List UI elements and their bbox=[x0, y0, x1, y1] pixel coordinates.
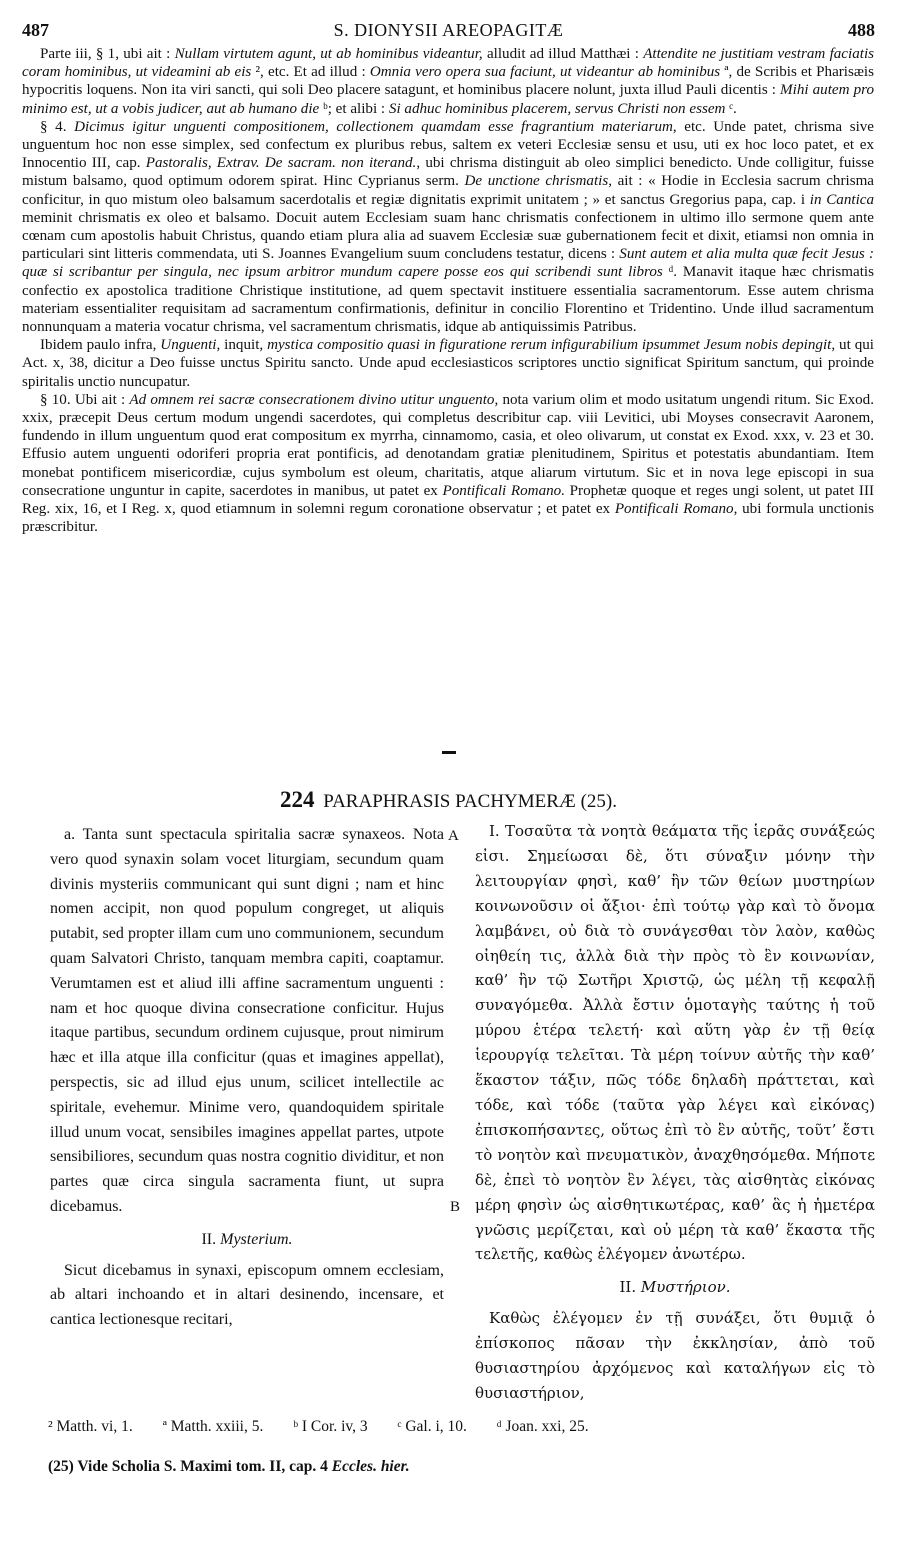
greek-paragraph-1: I. Τοσαῦτα τὰ νοητὰ θεάματα τῆς ἱερᾶς συνάξεώς εἰσι. Σημείωσαι δὲ, ὅτι σύναξιν μόνην τὴν λειτουργίαν φησὶ, καθ’ ἣν τῶν θείων μυστηρίων κοινωνοῦσιν οἱ ἄξιοι· ἐπὶ τούτῳ γὰρ καὶ τὸ ὄνομα λαμβάνει, οὐ διὰ τὸ συνάγεσθαι τὸν λαὸν, καθὼς οἰηθείη τις, ἀλλὰ διὰ τὴν πρὸς τὸ ἓν κοινωνίαν, καθ’ ἣν τῷ Σωτῆρι Χριστῷ, ὡς μέλη τῇ κεφαλῇ συναγόμεθα. Ἀλλὰ ἔστιν ὁμοταγὴς ταύτης ἡ τοῦ μύρου ἑτέρα τελετή· καὶ αὕτη γὰρ ἐν τῇ θείᾳ ἱερουργίᾳ τελεῖται. Τὰ μέρη τοίνυν αὐτῆς τὴν καθ’ ἕκαστον τάξιν, πῶς τόδε δηλαδὴ πράττεται, καὶ τόδε, καὶ τόδε (ταῦτα γὰρ λέγει καὶ εἰκόνας) ἐπισκοπήσαντες, οὕτως ἐπὶ τὸ ἓν αὐτῆς, τοῦτ’ ἔστι τὸ νοητὸν καὶ πνευματικὸν, ἀναχθησόμεθα. Μήποτε δὲ, ἐπεὶ τὸ νοητὸν ἓν λέγει, τὰς αἰσθητὰς εἰκόνας μέρη φησὶν ὡς αἰσθητικωτέρας, καθ’ ἃς ἡ ἡμετέρα γνῶσις μερίζεται, καὶ οὐ μέρη τὰ καθ’ ἕκαστα τῆς τελετῆς, καθὼς ἐλέγομεν ἀνωτέρω. bbox=[475, 822, 875, 1264]
text-run: alludit ad illud Matthæi : bbox=[482, 46, 644, 62]
separator-dash bbox=[442, 751, 456, 754]
commentary-paragraph bbox=[22, 118, 874, 336]
page-number-left: 487 bbox=[22, 20, 49, 40]
note-25 bbox=[48, 1458, 868, 1476]
footnote-references bbox=[48, 1418, 868, 1436]
section-heading bbox=[0, 787, 897, 813]
text-run: , ubi chrisma distinguit ab oleo simplici benedicto. Unde colligitur, fuisse mistum balsamo, quod optimum odorem spirat. Hinc Cyprianus serm. bbox=[22, 155, 875, 190]
footnote: ᶜ Gal. i, 10. bbox=[397, 1418, 467, 1435]
italic-run: Ad omnem rei sacræ consecrationem divino utitur unguento bbox=[129, 391, 495, 408]
footnote: ª Matth. xxiii, 5. bbox=[162, 1418, 264, 1435]
text-run: ᵇ; et alibi : bbox=[319, 100, 389, 117]
running-header bbox=[22, 20, 875, 44]
margin-mark-b: B bbox=[450, 1199, 461, 1215]
text-run: , ait : « Hodie in Ecclesia sacrum chrisma conficitur, in quo mistum oleo balsamum sacerdotalis et regiæ dignitatis exprimit unitatem ; » et sanctus Gregorius papa, cap. i bbox=[22, 173, 875, 208]
section-title: PARAPHRASIS PACHYMERÆ (25). bbox=[323, 791, 617, 812]
note-25-italic: Eccles. hier. bbox=[331, 1458, 410, 1475]
text-run: ², etc. Et ad illud : bbox=[251, 64, 370, 81]
latin-subheading-number: II. bbox=[201, 1230, 217, 1248]
italic-run: Pontificali Romano. bbox=[442, 482, 565, 499]
latin-subheading bbox=[50, 1228, 444, 1253]
latin-paragraph-1: a. Tanta sunt spectacula spiritalia sacræ synaxeos. Nota vero quod synaxin solam vocet liturgiam, secundum quam divinis mysteriis communicant qui sunt digni ; nam et hinc nomen accipit, non quod populum congreget, ut aliquis putabit, sed propter illam cum uno communionem, secundum quam Salvatori Christo, tanquam membra capiti, coaptamur. Verumtamen est et aliud illi affine sacramentum unguenti : nam et hoc quoque divina consecratione conficitur. Hujus itaque partibus, secundum ordinem cujusque, prout nimirum hæc et illa atque illa conficitur (quas et imagines appellat), perspectis, sic ad illud ejus unum, scilicet intellectile ac spiritale, evehemur. Minime vero, quandoquidem spiritale illud unum vocat, sensibiles imagines appellat partes, utpote sensibiliores, secundum quas nostra cognitio dividitur, et non partes quæ circa singula sacramenta fiunt, ut supra dicebamus. bbox=[50, 826, 444, 1215]
greek-subheading-number: II. bbox=[619, 1278, 637, 1297]
text-run: ᶜ. bbox=[725, 100, 737, 117]
text-run: , etc. Unde patet, chrisma sive unguentum hoc non esse simplex, sed confectum ex pluribus rebus, saltem ex veteri Ecclesiæ sensu et usu, uti ex hoc loco patet, et ex Innocentio III, cap. bbox=[22, 118, 875, 172]
footnote: ᵇ I Cor. iv, 3 bbox=[293, 1418, 368, 1435]
running-title: S. DIONYSII AREOPAGITÆ bbox=[333, 20, 564, 40]
section-number: 224 bbox=[280, 787, 315, 812]
commentary-paragraph bbox=[22, 391, 874, 537]
italic-run: in Cantica bbox=[809, 191, 875, 208]
text-run: meminit chrismatis ex oleo et balsamo. Docuit autem Ecclesiam suam hanc chrismatis confectionem in ultimo illo sermone quem ante cœnam cum apostolis habuit Christus, quando etiam plura alia ad suavem Ecclesiæ suæ gubernationem fecit et dixit, etiamsi non omnia in particulari sint litteris commendata, uti S. Joannes Evangelium suum concludens testatur, dicens : bbox=[22, 209, 874, 263]
latin-paragraph-2: Sicut dicebamus in synaxi, episcopum omnem ecclesiam, ab altari inchoando et in altari desinendo, incensare, et cantica lectionesque recitari, bbox=[50, 1261, 444, 1329]
note-25-text: (25) Vide Scholia S. Maximi tom. II, cap. 4 bbox=[48, 1458, 332, 1475]
latin-column bbox=[50, 823, 444, 1333]
text-run: Ibidem paulo infra, bbox=[40, 337, 161, 354]
page-number-right: 488 bbox=[848, 20, 875, 40]
latin-subheading-title: Mysterium. bbox=[220, 1230, 293, 1248]
commentary-paragraph bbox=[22, 336, 874, 391]
commentary-paragraph bbox=[22, 45, 874, 118]
italic-run: Unguenti bbox=[160, 337, 217, 354]
italic-run: Pontificali Romano bbox=[614, 501, 734, 518]
italic-run: mystica compositio quasi in figuratione rerum infigurabilium ipsummet Jesum nobis depingit bbox=[267, 337, 832, 354]
text-run: ᵈ. Manavit itaque hæc chrismatis confectio ex apostolica traditione Christique institutione, ad quem spectavit instituere essentialia sacramentorum. Esse autem chrisma materiam essentialiter requisitam ad sacramentum confirmationis, definitur in concilio Florentino et Tridentino. Unde illud sacramentum nonnunquam a materia vocatur chrisma, vel sacramentum chrismatis, idque ab antiquissimis Patribus. bbox=[22, 264, 874, 336]
italic-run: Dicimus igitur unguenti compositionem, collectionem quamdam esse fragrantium materiarum bbox=[74, 118, 673, 135]
italic-run: Sunt autem et alia multa quæ fecit Jesus : quæ si scribantur per singula, nec ipsum arbitror mundum capere posse eos qui scribendi sunt libros bbox=[22, 246, 874, 281]
italic-run: Nullam virtutem agunt, ut ab hominibus videantur, bbox=[174, 46, 483, 62]
text-run: , nota varium olim et modo usitatum ungendi ritum. Sic Exod. xxix, præcepit Deus certum modum ungendi sacerdotes, qui completus describitur cap. viii Levitici, ubi Moyses consecravit Aaronem, fundendo in illum unguentum quod erat compositum ex myrrha, cinnamomo, casia, et oleo olivarum, ut constat ex Exod. xxx, v. 23 et 30. Effusio autem unguenti odoriferi propria erat pontificis, ad denotandam gratiæ plenitudinem, Spiritus et potestatis abundantiam. Item monebat pontificem misericordiæ, cujus symbolum est oleum, charitatis, atque aliarum virtutum. Sic et in nova lege episcopi in sua consecratione unguntur in capite, sacerdotes in manibus, ut patet ex bbox=[22, 391, 875, 499]
italic-run: Pastoralis, Extrav. De sacram. non iterand. bbox=[145, 155, 417, 172]
italic-run: De unctione chrismatis bbox=[464, 173, 609, 190]
footnotes bbox=[48, 1418, 868, 1476]
text-run: , ubi formula unctionis præscribitur. bbox=[22, 501, 874, 536]
text-run: ª, de Scribis et Pharisæis hypocritis loquens. Non ita viri sancti, qui soli Deo placere satagunt, et hominibus placere nolunt, juxta illud Pauli dicentis : bbox=[22, 64, 874, 99]
footnote: ᵈ Joan. xxi, 25. bbox=[496, 1418, 589, 1435]
greek-subheading-title: Μυστήριον. bbox=[640, 1278, 731, 1297]
commentary-text bbox=[22, 45, 874, 536]
greek-paragraph-2: Καθὼς ἐλέγομεν ἐν τῇ συνάξει, ὅτι θυμιᾷ ὁ ἐπίσκοπος πᾶσαν τὴν ἐκκλησίαν, ἀπὸ τοῦ θυσιαστηρίου ἀρχόμενος καὶ καταλήγων εἰς τὸ θυσιαστήριον, bbox=[475, 1309, 875, 1402]
text-run: Prophetæ quoque et reges ungi solent, ut patet III Reg. xix, 16, et I Reg. x, quod etiamnum in solemni regum coronatione observatur ; et patet ex bbox=[22, 482, 875, 518]
text-run: , ut qui Act. x, 38, dicitur a Deo fuisse unctus Spiritu sancto. Unde apud ecclesiasticos scriptores unctio significat Spiritum sanctum, qui proinde spiritalis unctio nuncupatur. bbox=[22, 337, 874, 390]
margin-mark-a: A bbox=[448, 828, 459, 844]
italic-run: Mihi autem pro minimo est, ut a vobis judicer, aut ab humano die bbox=[22, 82, 874, 117]
greek-subheading bbox=[475, 1275, 875, 1300]
text-run: § 4. bbox=[40, 118, 75, 135]
text-run: , inquit, bbox=[216, 337, 268, 354]
text-run: Parte iii, § 1, ubi ait : bbox=[40, 46, 175, 62]
italic-run: Attendite ne justitiam vestram faciatis coram hominibus, ut videamini ab eis bbox=[22, 46, 875, 81]
footnote: ² Matth. vi, 1. bbox=[48, 1418, 133, 1435]
italic-run: Omnia vero opera sua faciunt, ut videantur ab hominibus bbox=[369, 64, 721, 81]
text-run: § 10. Ubi ait : bbox=[40, 391, 130, 408]
greek-column bbox=[475, 819, 875, 1406]
italic-run: Si adhuc hominibus placerem, servus Christi non essem bbox=[388, 100, 726, 117]
